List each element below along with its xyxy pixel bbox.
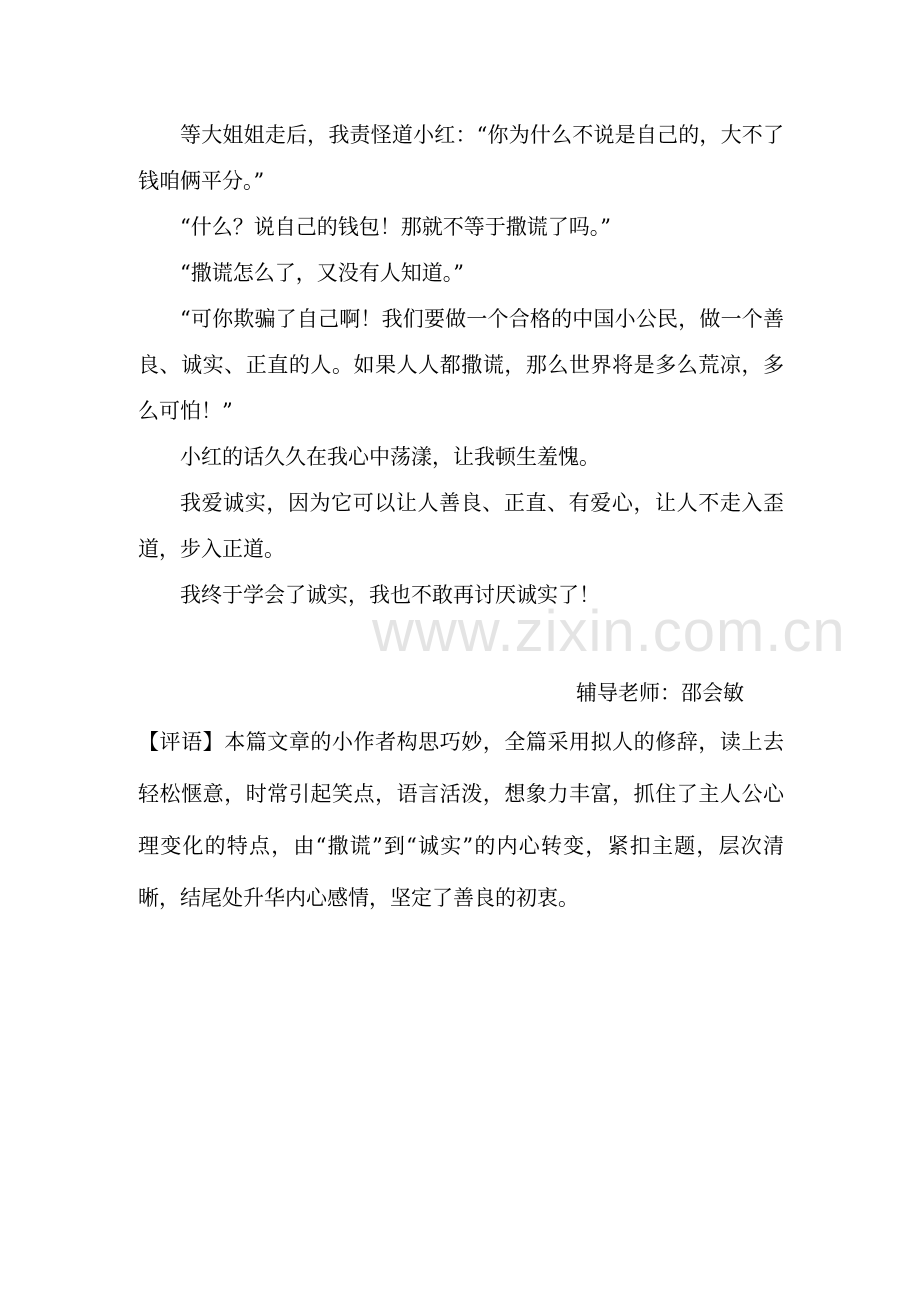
paragraph-3: “撒谎怎么了，又没有人知道。” [180, 261, 464, 285]
paragraph-4: “可你欺骗了自己啊！我们要做一个合格的中国小公民，做一个善良、诚实、正直的人。如果人人都撒谎，那么世界将是多么荒凉，多么可怕！” [138, 307, 784, 423]
paragraph-2: “什么？说自己的钱包！那就不等于撒谎了吗。” [180, 215, 611, 239]
paragraph-1: 等大姐姐走后，我责怪道小红：“你为什么不说是自己的，大不了钱咱俩平分。” [138, 123, 784, 193]
paragraph-6: 我爱诚实，因为它可以让人善良、正直、有爱心，让人不走入歪道，步入正道。 [138, 491, 784, 561]
site-watermark: www.zixin.com.cn [372, 599, 846, 664]
paragraph-7: 我终于学会了诚实，我也不敢再讨厌诚实了！ [180, 583, 600, 607]
document-page [138, 112, 784, 924]
teacher-comment: 【评语】本篇文章的小作者构思巧妙，全篇采用拟人的修辞，读上去轻松惬意，时常引起笑点，语言活泼，想象力丰富，抓住了主人公心理变化的特点，由“撒谎”到“诚实”的内心转变，紧扣主题，层次清晰，结尾处升华内心感情，坚定了善良的初衷。 [138, 730, 784, 910]
teacher-signature: 辅导老师：邵会敏 [576, 681, 744, 705]
paragraph-5: 小红的话久久在我心中荡漾，让我顿生羞愧。 [180, 445, 600, 469]
